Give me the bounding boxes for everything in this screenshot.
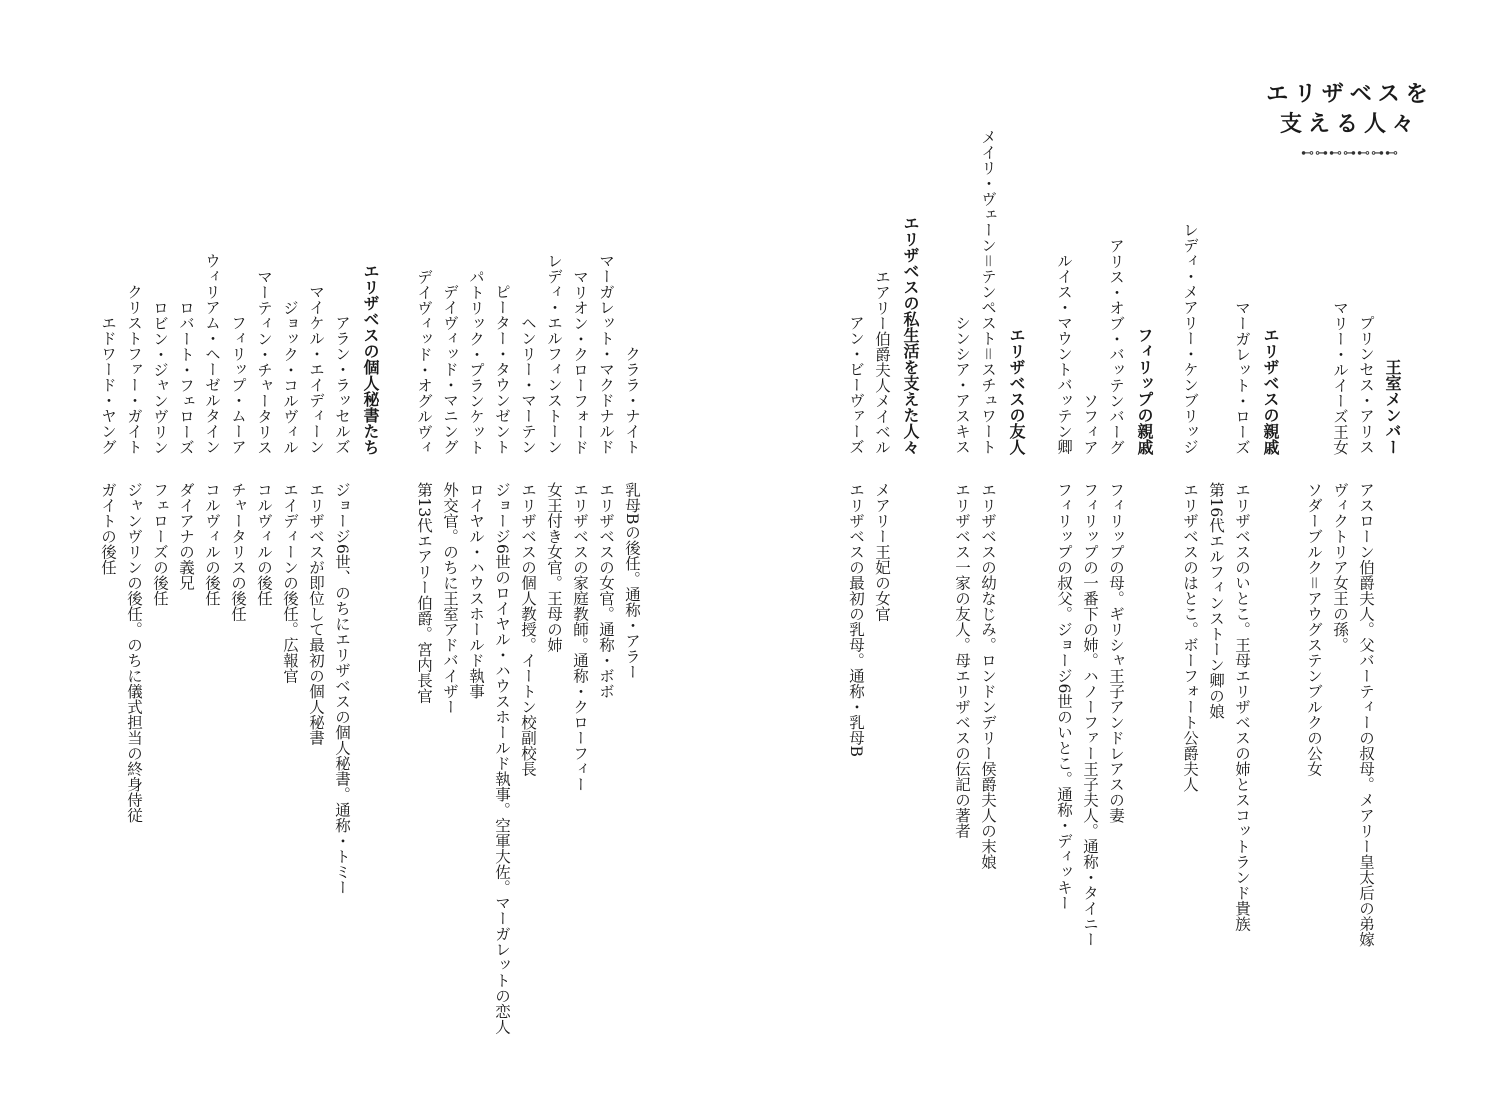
person-description: 外交官。のちに王室アドバイザー [441,482,459,715]
ornament-divider: ⊷⊶⊷⊶⊷⊶⊷ [1301,146,1399,161]
person-name: デイヴィッド・オグルヴィ [415,269,433,455]
section-heading: エリザベスの私生活を支えた人々 [901,215,920,455]
person-description: ロイヤル・ハウスホールド執事 [467,482,485,699]
person-name: エドワード・ヤング [99,315,117,455]
person-name: マリー・ルイーズ王女 [1331,300,1349,455]
person-name: ロバート・フェローズ [177,300,195,455]
page-title [1240,80,1460,140]
person-name: フィリップ・ムーア [229,315,247,455]
person-name: エアリー伯爵夫人メイベル [873,269,891,455]
person-name: ジョック・コルヴィル [281,300,299,455]
person-description: フェローズの後任 [151,482,169,606]
person-description: コルヴィルの後任 [255,482,273,606]
person-name: レディ・メアリー・ケンブリッジ [1181,222,1199,455]
section-heading: エリザベスの親戚 [1261,327,1280,455]
title-line-1: エリザベスを [1266,82,1434,107]
section-heading: 王室メンバー [1383,359,1402,455]
person-name: ロビン・ジャンヴリン [151,300,169,455]
person-name: レディ・エルフィンストーン [545,253,563,455]
person-description: 女王付き女官。王母の姉 [545,482,563,653]
person-description: フィリップの一番下の姉。ハノーファー王子夫人。通称・タイニー [1081,482,1099,947]
person-description: エリザベスのいとこ。王母エリザベスの姉とスコットランド貴族 [1233,482,1251,932]
person-description: ダイアナの義兄 [177,482,195,591]
person-name: アリス・オブ・バッテンバーグ [1107,238,1125,455]
person-description: エリザベスのはとこ。ボーフォート公爵夫人 [1181,482,1199,792]
person-name: パトリック・プランケット [467,269,485,455]
person-description: フィリップの叔父。ジョージ6世のいとこ。通称・ディッキー [1055,482,1073,911]
section-heading: フィリップの親戚 [1135,327,1154,455]
person-name: ヘンリー・マーテン [519,315,537,455]
person-name: ソフィア [1081,393,1099,455]
person-name: プリンセス・アリス [1357,315,1375,455]
person-name: マイケル・エイディーン [307,284,325,455]
person-description: ガイトの後任 [99,482,117,575]
person-name: マーガレット・マクドナルド [597,253,615,455]
person-name: アラン・ラッセルズ [333,315,351,455]
person-name: クララ・ナイト [623,346,641,455]
person-description: ジョージ6世、のちにエリザベスの個人秘書。通称・トミー [333,482,351,895]
person-name: クリストファー・ガイト [125,284,143,455]
person-description: 乳母Bの後任。通称・アラー [623,482,641,680]
person-name: マーティン・チャータリス [255,269,273,455]
person-description: エリザベスの最初の乳母。通称・乳母B [847,482,865,757]
person-description: アスローン伯爵夫人。父バーティーの叔母。メアリー皇太后の弟嫁 [1357,482,1375,947]
section-heading: エリザベスの友人 [1007,327,1026,455]
person-name: ピーター・タウンゼント [493,284,511,455]
person-description: ヴィクトリア女王の孫。 [1331,482,1349,653]
person-description: 第16代エルフィンストーン卿の娘 [1207,482,1225,719]
person-description: メアリー王妃の女官 [873,482,891,622]
person-description: ジャンヴリンの後任。のちに儀式担当の終身侍従 [125,482,143,823]
person-description: エリザベスの個人教授。イートン校副校長 [519,482,537,777]
person-description: エリザベスの幼なじみ。ロンドンデリー侯爵夫人の末娘 [979,482,997,870]
person-description: エリザベスが即位して最初の個人秘書 [307,482,325,746]
person-description: エイディーンの後任。広報官 [281,482,299,684]
person-description: エリザベス一家の友人。母エリザベスの伝記の著者 [953,482,971,839]
person-description: エリザベスの家庭教師。通称・クローフィー [571,482,589,792]
title-line-2: 支える人々 [1279,112,1420,137]
person-description: ジョージ6世のロイヤル・ハウスホールド執事。空軍大佐。マーガレットの恋人 [493,482,511,1035]
person-name: シンシア・アスキス [953,315,971,455]
person-description: フィリップの母。ギリシャ王子アンドレアスの妻 [1107,482,1125,823]
person-name: ルイス・マウントバッテン卿 [1055,253,1073,455]
person-description: 第13代エアリー伯爵。宮内長官 [415,482,433,704]
person-name: マーガレット・ローズ [1233,300,1251,455]
person-name: デイヴィッド・マニング [441,284,459,455]
person-name: ウィリアム・ヘーゼルタイン [203,253,221,455]
section-heading: エリザベスの個人秘書たち [361,263,380,455]
person-description: ソダーブルク＝アウグステンブルクの公女 [1305,482,1323,777]
person-description: チャータリスの後任 [229,482,247,622]
person-description: エリザベスの女官。通称・ボボ [597,482,615,699]
person-name: マリオン・クローフォード [571,269,589,455]
person-description: コルヴィルの後任 [203,482,221,606]
person-name: メイリ・ヴェーン＝テンペスト＝スチュワート [979,129,997,455]
person-name: アン・ビーヴァーズ [847,315,865,455]
